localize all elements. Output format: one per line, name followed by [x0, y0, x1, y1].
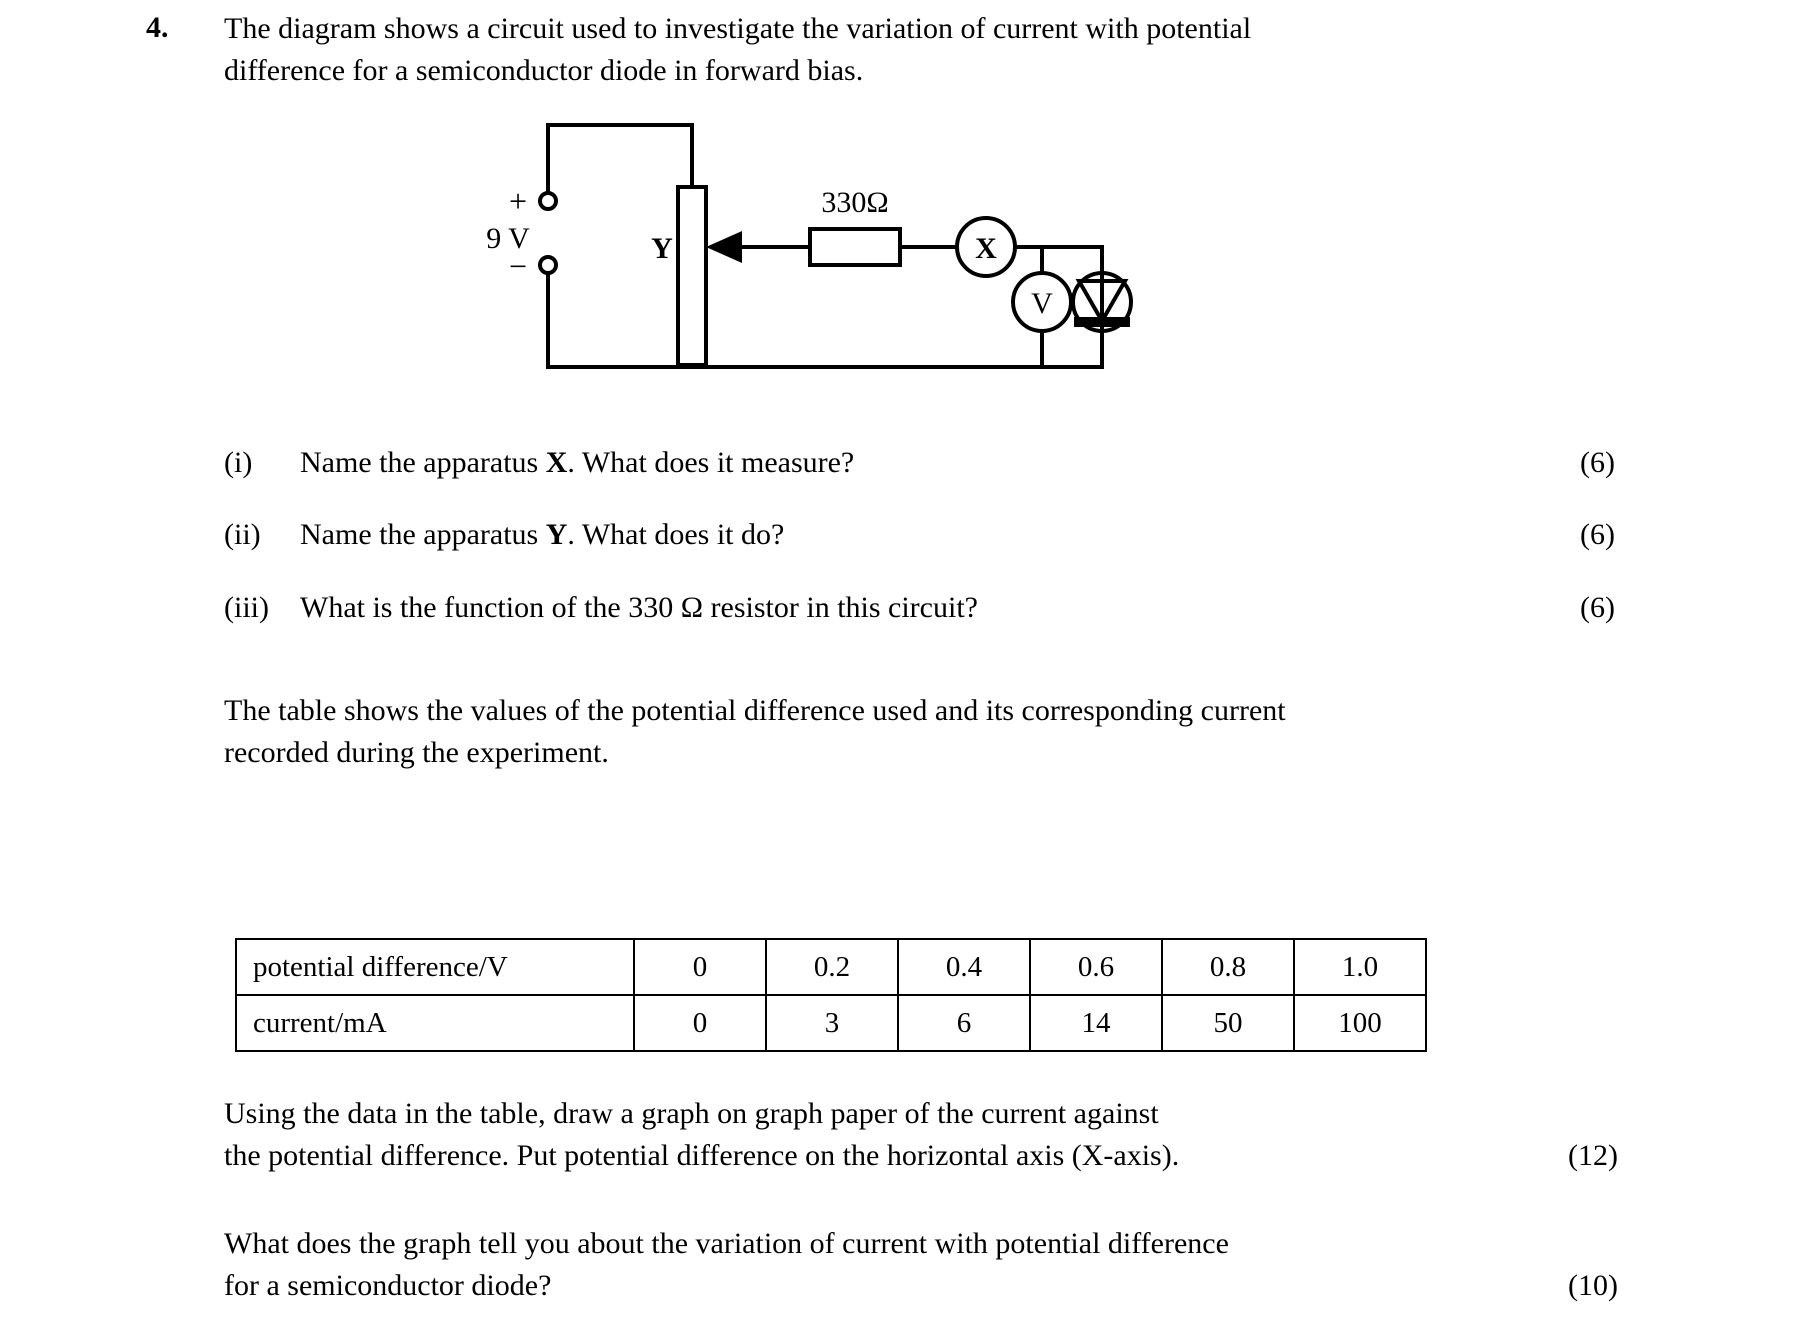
terminal-negative: [540, 257, 556, 273]
wire-top: [548, 125, 692, 193]
subquestion-ii-label: (ii): [224, 518, 261, 551]
cell-pd-5: 1.0: [1294, 939, 1426, 995]
potentiometer-body: [678, 187, 706, 365]
subquestion-ii-apparatus: Y: [545, 518, 568, 551]
table-row: [236, 995, 1426, 1051]
cell-current-1: 3: [766, 995, 898, 1051]
table-intro-line-1: The table shows the values of the potential difference used and its corresponding current: [224, 694, 1286, 727]
cell-pd-0: 0: [634, 939, 766, 995]
label-supply-voltage: 9 V: [486, 222, 530, 255]
subquestion-ii-text-post: . What does it do?: [567, 518, 785, 551]
subquestion-ii-marks: (6): [1580, 518, 1615, 551]
row-header-current: current/mA: [236, 995, 634, 1051]
subquestion-iii-label: (iii): [224, 591, 269, 624]
cell-current-4: 50: [1162, 995, 1294, 1051]
question-number: 4.: [146, 11, 169, 44]
diode-bar: [1074, 317, 1130, 327]
graph-task-marks: (12): [1568, 1139, 1618, 1172]
question-stem-line-2: difference for a semiconductor diode in forward bias.: [224, 54, 864, 87]
cell-current-2: 6: [898, 995, 1030, 1051]
wiper-arrowhead: [706, 231, 742, 263]
final-task-line-1: What does the graph tell you about the variation of current with potential difference: [224, 1227, 1229, 1260]
table-intro-paragraph: [224, 690, 1286, 774]
cell-pd-1: 0.2: [766, 939, 898, 995]
final-task-marks: (10): [1568, 1269, 1618, 1302]
cell-current-5: 100: [1294, 995, 1426, 1051]
subquestion-iii-text: [300, 587, 978, 629]
subquestion-i-text: [300, 442, 854, 484]
cell-pd-4: 0.8: [1162, 939, 1294, 995]
cell-current-0: 0: [634, 995, 766, 1051]
subquestion-i-label: (i): [224, 446, 253, 479]
cell-pd-2: 0.4: [898, 939, 1030, 995]
subquestion-i-text-pre: Name the apparatus: [300, 446, 546, 479]
subquestion-i-apparatus: X: [545, 446, 568, 479]
table-intro-line-2: recorded during the experiment.: [224, 736, 609, 769]
resistor-box: [810, 229, 900, 265]
table-row: [236, 939, 1426, 995]
graph-task-paragraph: [224, 1093, 1179, 1177]
final-task-line-2: for a semiconductor diode?: [224, 1269, 552, 1302]
terminal-positive: [540, 193, 556, 209]
final-task-paragraph: [224, 1223, 1229, 1307]
graph-task-line-2: the potential difference. Put potential difference on the horizontal axis (X-axis).: [224, 1139, 1180, 1172]
data-table: [235, 938, 1427, 1052]
subquestion-ii-text-pre: Name the apparatus: [300, 518, 546, 551]
row-header-potential-difference: potential difference/V: [236, 939, 634, 995]
cell-pd-3: 0.6: [1030, 939, 1162, 995]
label-minus: −: [508, 248, 528, 284]
circuit-diagram: [470, 105, 1170, 405]
label-ammeter: X: [975, 232, 997, 265]
subquestion-ii-text: [300, 514, 784, 556]
label-resistor-value: 330Ω: [821, 186, 889, 219]
subquestion-i-marks: (6): [1580, 446, 1615, 479]
label-potentiometer: Y: [651, 232, 673, 265]
question-stem-line-1: The diagram shows a circuit used to investigate the variation of current with potential: [224, 12, 1252, 45]
subquestion-iii-text-pre: What is the function of the 330 Ω resistor in this circuit?: [300, 591, 978, 624]
question-stem: [224, 8, 1334, 92]
label-plus: +: [508, 183, 528, 219]
cell-current-3: 14: [1030, 995, 1162, 1051]
subquestion-i-text-post: . What does it measure?: [567, 446, 855, 479]
graph-task-line-1: Using the data in the table, draw a graph on graph paper of the current against: [224, 1097, 1159, 1130]
subquestion-iii-marks: (6): [1580, 591, 1615, 624]
label-voltmeter: V: [1031, 287, 1053, 320]
